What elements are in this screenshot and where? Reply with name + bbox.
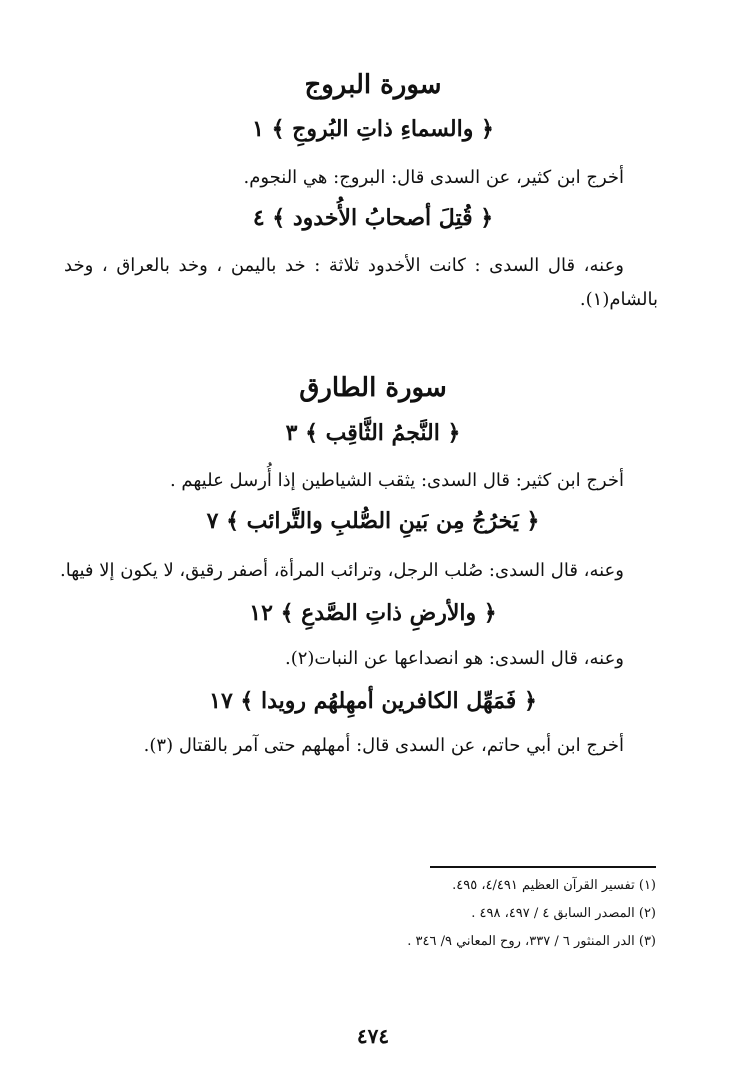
ayah-buruj-4: ﴿ قُتِلَ أصحابُ الأُخدود ﴾ ٤ <box>252 205 494 231</box>
commentary-line: بالشام(١). <box>579 289 658 310</box>
commentary-line: وعنه، قال السدى: هو انصداعها عن النبات(٢). <box>284 648 624 669</box>
ayah-buruj-1: ﴿ والسماءِ ذاتِ البُروجِ ﴾ ١ <box>252 116 494 142</box>
footnote-2: (٢) المصدر السابق ٤ / ٤٩٧، ٤٩٨ . <box>471 906 656 921</box>
footnote-1: (١) تفسير القرآن العظيم ٤/٤٩١، ٤٩٥. <box>452 878 656 893</box>
ayah-tariq-17: ﴿ فَمَهِّل الكافرين أمهِلهُم رويدا ﴾ ١٧ <box>209 688 537 714</box>
commentary-line: وعنه، قال السدى : كانت الأخدود ثلاثة : خد باليمن ، وخد بالعراق ، وخد <box>64 255 624 276</box>
commentary-line: أخرج ابن كثير، عن السدى قال: البروج: هي النجوم. <box>243 167 624 188</box>
commentary-line: وعنه، قال السدى: صُلب الرجل، وترائب المرأة، أصفر رقيق، لا يكون إلا فيها. <box>60 560 624 581</box>
footnote-3: (٣) الدر المنثور ٦ / ٣٣٧، روح المعاني ٩/ ٣٤٦ . <box>407 934 656 949</box>
page-number: ٤٧٤ <box>356 1024 390 1048</box>
surah-title-tariq: سورة الطارق <box>299 373 447 403</box>
commentary-line: أخرج ابن كثير: قال السدى: يثقب الشياطين إذا أُرسل عليهم . <box>169 470 624 491</box>
commentary-line: أخرج ابن أبي حاتم، عن السدى قال: أمهلهم حتى آمر بالقتال (٣). <box>143 735 624 756</box>
ayah-tariq-7: ﴿ يَخرُجُ مِن بَينِ الصُّلبِ والتَّرائب ﴾ ٧ <box>206 508 540 534</box>
ayah-tariq-12: ﴿ والأرضِ ذاتِ الصَّدعِ ﴾ ١٢ <box>249 600 497 626</box>
footnote-divider <box>430 866 656 868</box>
ayah-tariq-3: ﴿ النَّجمُ الثَّاقِب ﴾ ٣ <box>285 420 461 446</box>
surah-title-buruj: سورة البروج <box>304 70 442 100</box>
